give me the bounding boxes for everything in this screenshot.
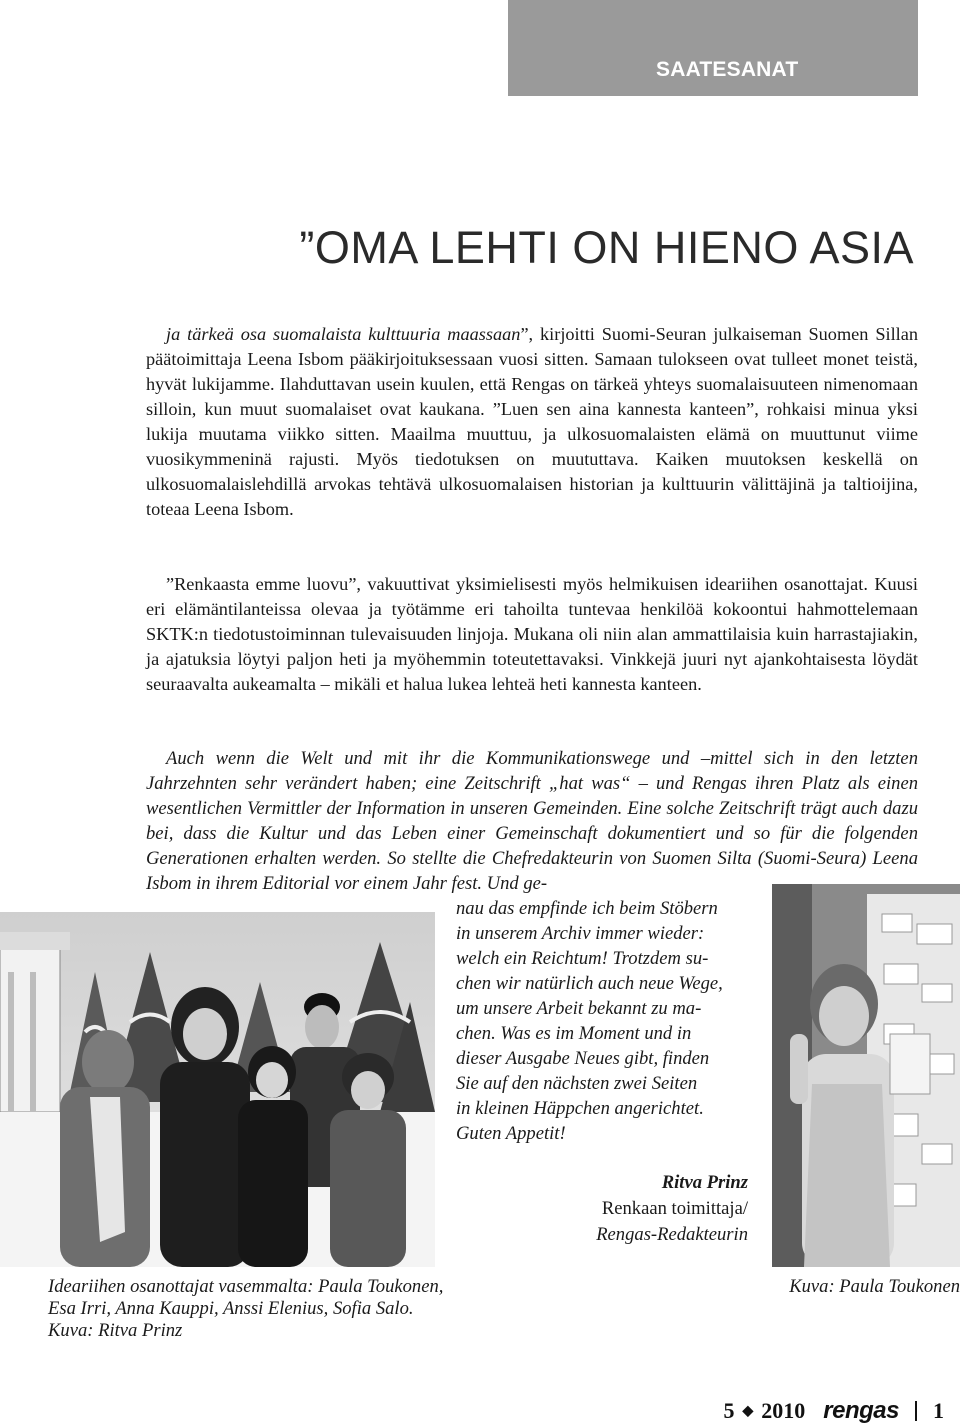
author-title: Renkaan toimittaja/ — [601, 1198, 748, 1219]
paragraph-1 — [146, 322, 918, 522]
page-footer — [724, 1398, 944, 1424]
photo-caption-left: Ideariihen osanottajat vasemmalta: Paula Toukonen, Esa Irri, Anna Kauppi, Anssi Elenius, Sofia Salo. Kuva: Ritva Prinz — [48, 1276, 444, 1341]
portrait-photo — [772, 884, 960, 1267]
text-line: welch ein Reichtum! Trotzdem su- — [456, 948, 709, 969]
issue-number: 5 — [723, 1398, 735, 1423]
section-label: SAATESANAT — [656, 58, 799, 81]
portrait-photo-illustration — [772, 884, 960, 1267]
author-signature — [520, 1170, 748, 1248]
group-photo-illustration — [0, 912, 435, 1267]
photo-caption-right: Kuva: Paula Toukonen — [789, 1276, 960, 1297]
lead-quote: ja tärkeä osa suomalaista kulttuuria maassaan — [166, 324, 521, 344]
text-line: chen. Was es im Moment und in — [456, 1023, 692, 1044]
diamond-icon: ◆ — [742, 1403, 754, 1419]
paragraph-german-continued — [456, 896, 756, 1146]
paragraph-2 — [146, 572, 918, 697]
text-line: Guten Appetit! — [456, 1123, 566, 1144]
section-tab — [508, 0, 918, 96]
text-line: in unserem Archiv immer wieder: — [456, 923, 705, 944]
group-photo — [0, 912, 435, 1267]
text-line: in kleinen Häppchen angerichtet. — [456, 1098, 704, 1119]
author-title-german: Rengas-Redakteurin — [596, 1224, 748, 1245]
divider — [915, 1401, 917, 1421]
magazine-logo: rengas — [823, 1397, 899, 1424]
author-name: Ritva Prinz — [661, 1172, 748, 1193]
paragraph-german — [146, 746, 918, 896]
page-number: 1 — [933, 1398, 944, 1423]
paragraph-1-text: ”, kirjoitti Suomi-Seuran julkaiseman Suomen Sillan päätoimittaja Leena Isbom pääkirjoituksessaan vuosi sitten. Samaan tulokseen ovat tulleet monet teistä, hyvät lukijamme. Ilahduttavan usein kuulen, että Rengas on tärkeä yhteys suomalaisuuteen nimenomaan silloin, kun muut suomalaiset ovat kaukana. ”Luen sen aina kannesta kanteen”, rohkaisi minua yksi lukija muutama viikko sitten. Maailma muuttuu, ja ulkosuomalaisten elämä on muuttunut viime vuosikymmeninä rajusti. Myös tiedotuksen on muututtava. Kaiken muutoksen keskellä on ulkosuomalaislehdillä arvokas tehtävä ulkosuomalaisen historian ja kulttuurin välittäjinä ja taltioijina, toteaa Leena Isbom. — [146, 324, 918, 519]
paragraph-2-text: ”Renkaasta emme luovu”, vakuuttivat yksimielisesti myös helmikuisen ideariihen osanottajat. Kuusi eri elämäntilanteissa olevaa ja työtämme eri tahoilta tuntevaa henkilöä kokoontui hahmottelemaan SKTK:n tiedotustoiminnan tulevaisuuden linjoja. Mukana oli niin alan ammattilaisia kuin harrastajiakin, ja ajatuksia löytyi paljon heti ja myöhemmin toteutettavaksi. Vinkkejä juuri nyt ajankohtaisesta löydät seuraavalta aukeamalta – mikäli et halua lukea lehteä heti kannesta kanteen. — [146, 574, 918, 694]
text-line: nau das empfinde ich beim Stöbern — [456, 898, 718, 919]
text-line: dieser Ausgabe Neues gibt, finden — [456, 1048, 710, 1069]
text-line: chen wir natürlich auch neue Wege, — [456, 973, 723, 994]
page-title: ”OMA LEHTI ON HIENO ASIA — [299, 222, 914, 273]
text-line: Sie auf den nächsten zwei Seiten — [456, 1073, 698, 1094]
text-line: um unsere Arbeit bekannt zu ma- — [456, 998, 702, 1019]
issue-year: 2010 — [761, 1398, 806, 1423]
paragraph-german-text: Auch wenn die Welt und mit ihr die Kommunikationswege und –mittel sich in den letzten Jahrzehnten sehr verändert haben; eine Zeitschrift „hat was“ – und Rengas ihren Platz als einen wesentlichen Vermittler der Information in unseren Gemeinden. Eine solche Zeitschrift trägt auch dazu bei, dass die Kultur und das Leben einer Gemeinschaft dokumentiert und so für die folgenden Generationen erhalten werden. So stellte die Chefredakteurin von Suomen Silta (Suomi-Seura) Leena Isbom in ihrem Editorial vor einem Jahr fest. Und ge- — [146, 748, 918, 894]
